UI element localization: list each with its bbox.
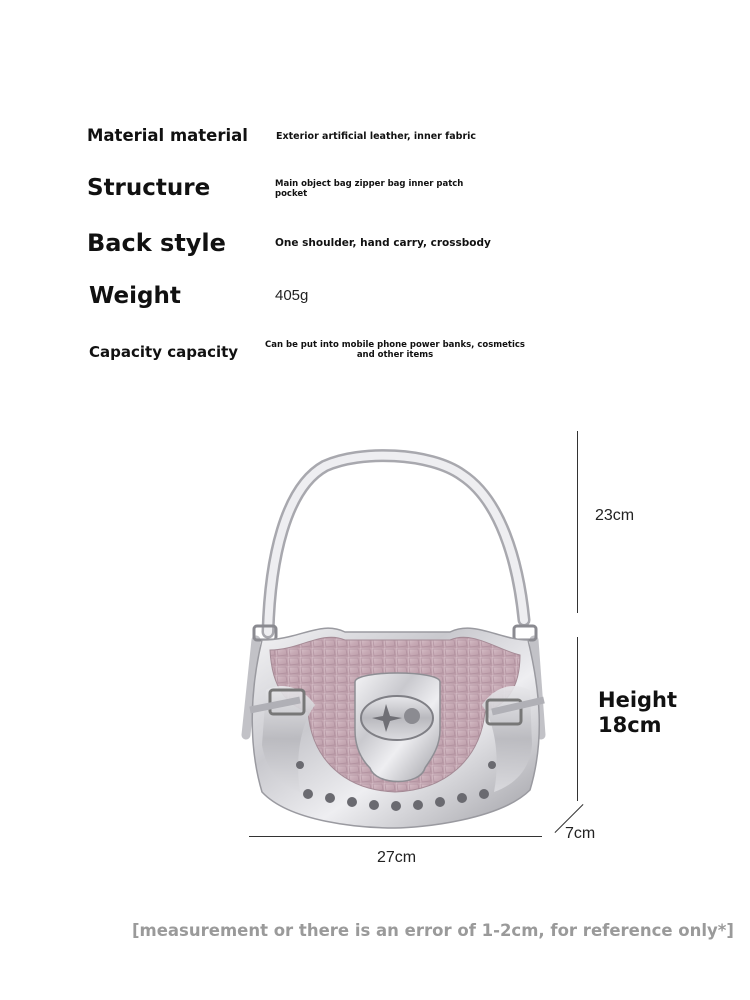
body-height-line: [577, 637, 578, 801]
spec-label-material: Material material: [87, 126, 248, 145]
spec-value-capacity: Can be put into mobile phone power banks, cosmetics and other items: [265, 340, 525, 360]
spec-label-back-style: Back style: [87, 229, 226, 257]
height-value: 18cm: [598, 713, 662, 737]
spec-value-back-style: One shoulder, hand carry, crossbody: [275, 237, 491, 249]
spec-value-structure: Main object bag zipper bag inner patch pocket: [275, 179, 464, 199]
width-line: [249, 836, 542, 837]
strap-height-line: [577, 431, 578, 613]
spec-label-structure: Structure: [87, 175, 211, 201]
spec-label-weight: Weight: [89, 283, 181, 309]
measurement-disclaimer: [measurement or there is an error of 1-2cm, for reference only*]: [132, 921, 734, 940]
strap-height-label: 23cm: [595, 507, 635, 524]
spec-value-weight: 405g: [275, 287, 309, 304]
spec-label-capacity: Capacity capacity: [89, 343, 239, 361]
spec-value-material: Exterior artificial leather, inner fabric: [276, 131, 477, 142]
height-label: [598, 688, 677, 738]
width-label: 27cm: [377, 849, 417, 866]
depth-label: 7cm: [565, 825, 596, 842]
height-title: Height: [598, 688, 678, 712]
